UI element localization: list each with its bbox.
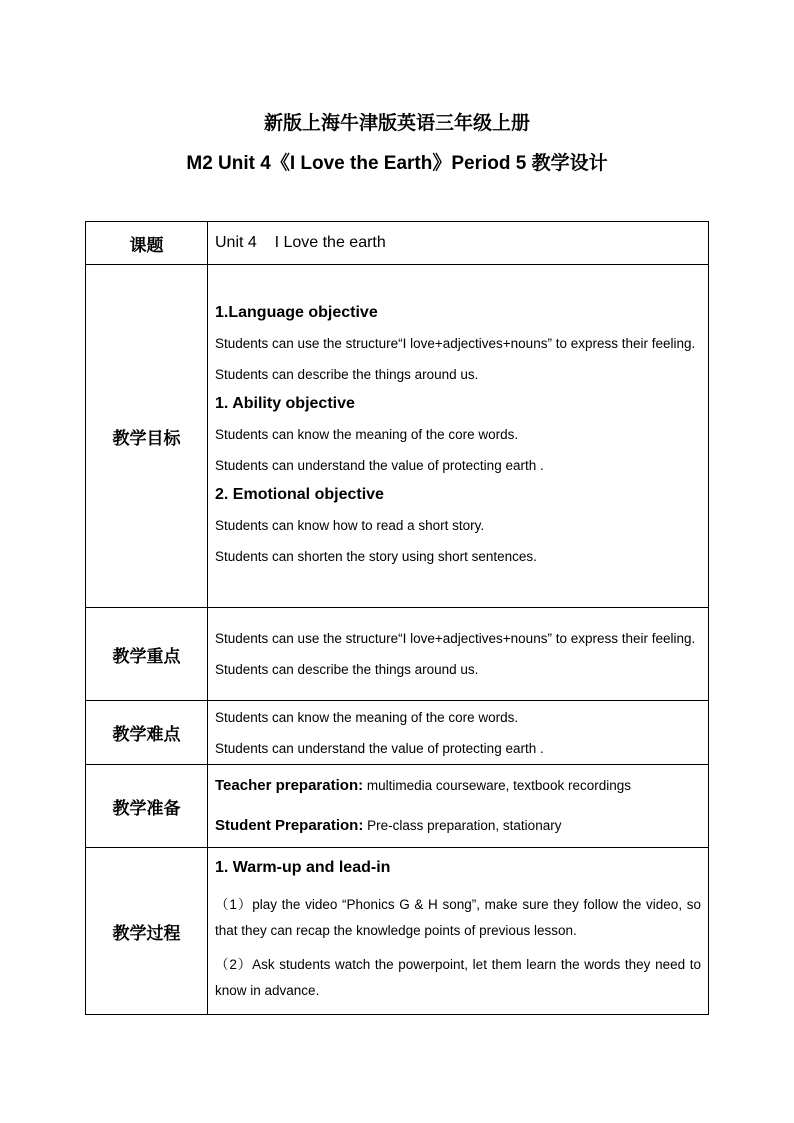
table-row-difficulties: [86, 701, 709, 765]
row-label-topic: 课题: [86, 222, 208, 265]
warm-up-heading: 1. Warm-up and lead-in: [215, 859, 391, 876]
teacher-preparation-label: Teacher preparation:: [215, 777, 364, 794]
difficulties-content: [208, 701, 709, 765]
row-label-process: 教学过程: [86, 848, 208, 1015]
row-label-difficulties: 教学难点: [86, 701, 208, 765]
row-label-key-points: 教学重点: [86, 608, 208, 701]
language-objective-heading: 1.Language objective: [215, 303, 378, 321]
student-preparation-label: Student Preparation:: [215, 817, 364, 834]
row-label-preparation: 教学准备: [86, 765, 208, 848]
teacher-preparation-text: multimedia courseware, textbook recordings: [363, 778, 631, 793]
objective-text: Students can know the meaning of the core words.: [215, 426, 519, 442]
objective-text: Students can know how to read a short story.: [215, 517, 485, 533]
topic-content: Unit 4 I Love the earth: [208, 222, 709, 265]
key-points-content: [208, 608, 709, 701]
process-step-text: （2）Ask students watch the powerpoint, let them learn the words they need to know in advance.: [215, 957, 701, 998]
document-title: 新版上海牛津版英语三年级上册: [263, 113, 530, 134]
objective-text: Students can shorten the story using short sentences.: [215, 548, 537, 564]
preparation-content: [208, 765, 709, 848]
objectives-content: [208, 265, 709, 608]
key-point-text: Students can describe the things around us.: [215, 662, 479, 677]
teacher-preparation: [215, 776, 701, 796]
key-point-text: Students can use the structure“I love+adjectives+nouns” to express their feeling.: [215, 631, 696, 646]
difficulty-text: Students can understand the value of protecting earth .: [215, 740, 544, 756]
document-subtitle: M2 Unit 4《I Love the Earth》Period 5 教学设计: [186, 153, 608, 174]
lesson-plan-table: [85, 221, 709, 1015]
ability-objective-heading: 1. Ability objective: [215, 394, 355, 412]
objective-text: Students can understand the value of protecting earth .: [215, 457, 544, 473]
row-label-objectives: 教学目标: [86, 265, 208, 608]
objective-text: Students can describe the things around us.: [215, 366, 479, 382]
table-row-key-points: [86, 608, 709, 701]
table-row-preparation: [86, 765, 709, 848]
objective-text: Students can use the structure“I love+adjectives+nouns” to express their feeling.: [215, 335, 696, 351]
table-row-topic: [86, 222, 709, 265]
table-row-process: [86, 848, 709, 1015]
emotional-objective-heading: 2. Emotional objective: [215, 485, 384, 503]
student-preparation-text: Pre-class preparation, stationary: [363, 818, 562, 833]
student-preparation: [215, 816, 701, 836]
table-row-objectives: [86, 265, 709, 608]
difficulty-text: Students can know the meaning of the core words.: [215, 709, 519, 725]
process-content: [208, 848, 709, 1015]
process-step-text: （1）play the video “Phonics G & H song”, make sure they follow the video, so that they can recap the knowledge points of previous lesson.: [215, 897, 701, 938]
